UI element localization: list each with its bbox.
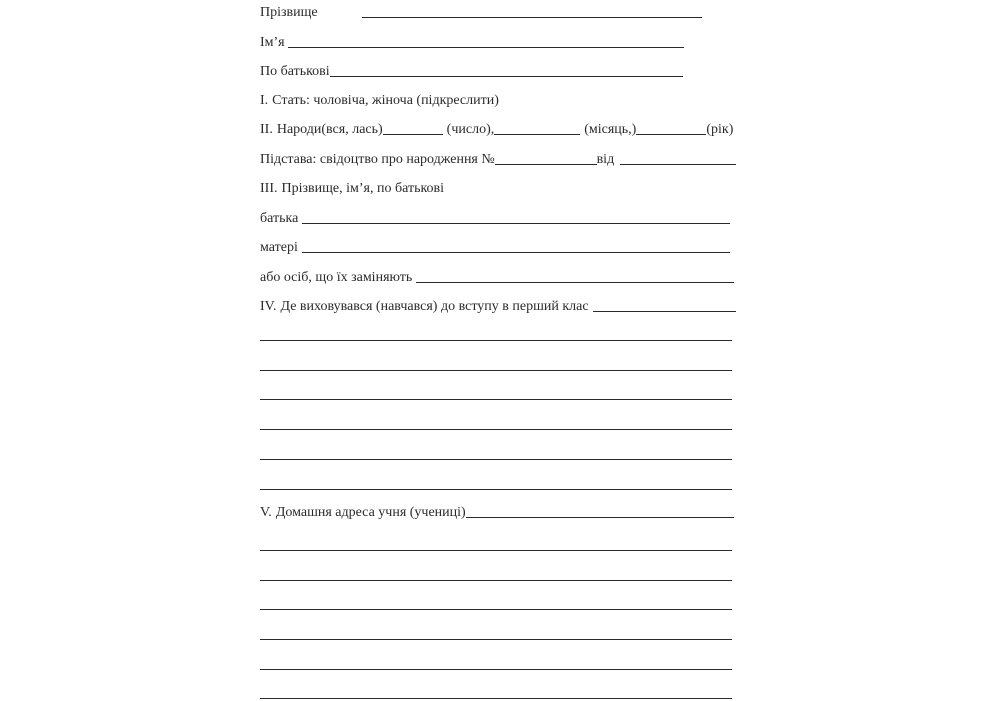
patronymic-label: По батькові xyxy=(260,64,330,79)
birth-year-field[interactable] xyxy=(636,134,706,135)
upbringing-row xyxy=(260,292,736,316)
guardians-label: або осіб, що їх заміняють xyxy=(260,270,413,285)
name-field[interactable] xyxy=(288,47,684,48)
birth-row xyxy=(260,115,736,139)
birth-label: Народи(вся, лась) xyxy=(276,122,383,137)
upbringing-number: IV. xyxy=(260,299,277,314)
mother-row xyxy=(260,233,736,257)
sex-number: I. xyxy=(260,93,269,108)
upbringing-line[interactable] xyxy=(260,429,732,430)
upbringing-field[interactable] xyxy=(593,311,736,312)
birth-month-field[interactable] xyxy=(494,134,580,135)
father-label: батька xyxy=(260,211,299,226)
name-label: Ім’я xyxy=(260,35,285,50)
name-row xyxy=(260,28,736,52)
address-row xyxy=(260,498,736,522)
basis-label: Підстава: свідоцтво про народження № xyxy=(260,152,495,167)
patronymic-field[interactable] xyxy=(330,76,683,77)
surname-row xyxy=(260,0,736,22)
sex-row xyxy=(260,86,736,110)
certificate-date-field[interactable] xyxy=(620,164,736,165)
father-field[interactable] xyxy=(302,223,730,224)
upbringing-line[interactable] xyxy=(260,489,732,490)
basis-row xyxy=(260,145,736,169)
birth-number: II. xyxy=(260,122,273,137)
mother-field[interactable] xyxy=(302,252,730,253)
birth-day-label: (число), xyxy=(446,122,495,137)
patronymic-row xyxy=(260,57,736,81)
address-line[interactable] xyxy=(260,698,732,699)
basis-from-label: від xyxy=(596,152,615,167)
upbringing-line[interactable] xyxy=(260,459,732,460)
parents-number: III. xyxy=(260,181,278,196)
parents-heading: Прізвище, ім’я, по батькові xyxy=(281,181,445,196)
address-field[interactable] xyxy=(466,517,734,518)
address-number: V. xyxy=(260,505,272,520)
upbringing-label: Де виховувався (навчався) до вступу в перший клас xyxy=(280,299,589,314)
father-row xyxy=(260,204,736,228)
upbringing-line[interactable] xyxy=(260,340,732,341)
address-line[interactable] xyxy=(260,669,732,670)
sex-label: Стать: чоловіча, жіноча (підкреслити) xyxy=(272,93,499,108)
surname-field[interactable] xyxy=(362,17,702,18)
guardians-field[interactable] xyxy=(416,282,734,283)
guardians-row xyxy=(260,263,736,287)
birth-year-label: (рік) xyxy=(706,122,734,137)
parents-heading-row xyxy=(260,174,736,198)
certificate-number-field[interactable] xyxy=(495,164,597,165)
birth-month-label: (місяць,) xyxy=(584,122,637,137)
surname-label: Прізвище xyxy=(260,5,318,20)
upbringing-line[interactable] xyxy=(260,399,732,400)
birth-day-field[interactable] xyxy=(383,134,443,135)
address-line[interactable] xyxy=(260,609,732,610)
address-line[interactable] xyxy=(260,580,732,581)
address-line[interactable] xyxy=(260,550,732,551)
upbringing-line[interactable] xyxy=(260,370,732,371)
address-line[interactable] xyxy=(260,639,732,640)
mother-label: матері xyxy=(260,240,298,255)
address-label: Домашня адреса учня (учениці) xyxy=(275,505,466,520)
